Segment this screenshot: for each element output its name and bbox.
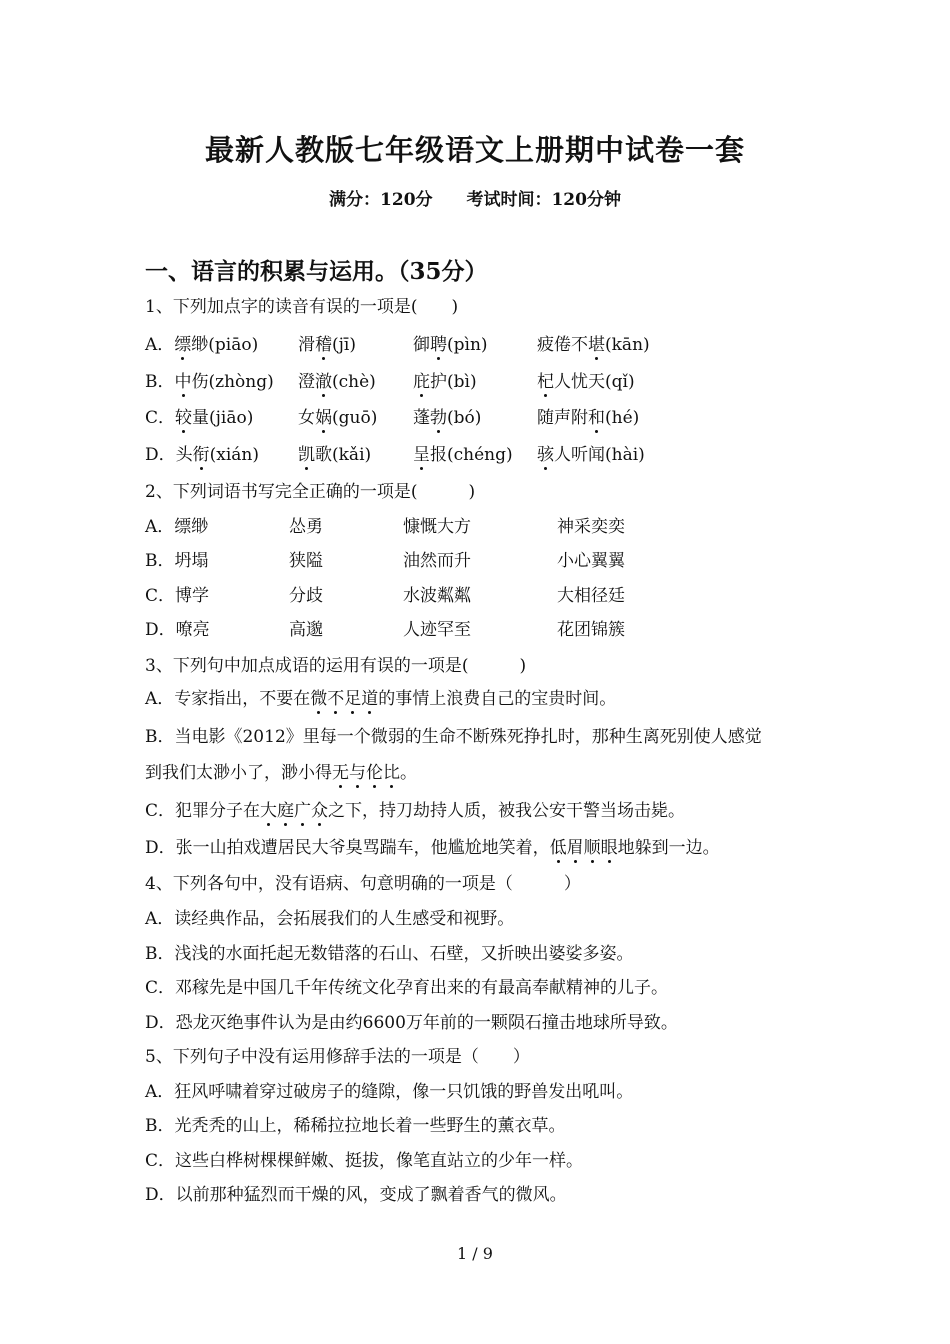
q2-word: 小心翼翼 bbox=[557, 551, 625, 571]
section-heading: 一、语言的积累与运用。（35分） bbox=[145, 258, 488, 285]
pinyin-text: (chè) bbox=[332, 372, 376, 392]
emphasis-dot-char: 中 bbox=[175, 367, 192, 392]
pinyin-text: 人忧天(qǐ) bbox=[554, 372, 635, 392]
pinyin-text: 护(bì) bbox=[430, 372, 477, 392]
question-4-option-a: A．读经典作品，会拓展我们的人生感受和视野。 bbox=[145, 909, 515, 929]
q1-option-item bbox=[145, 440, 259, 465]
dotted-text bbox=[315, 372, 332, 392]
q1-option-item bbox=[298, 440, 371, 465]
emphasis-dot-char: 稽 bbox=[315, 330, 332, 355]
emphasis-dot-char: 澈 bbox=[315, 367, 332, 392]
option-text: C．犯罪分子在 bbox=[145, 801, 261, 821]
dotted-text bbox=[260, 801, 328, 821]
option-text: 到我们太渺小了，渺小得 bbox=[145, 763, 332, 783]
emphasis-dot-char: 微 bbox=[310, 684, 327, 709]
question-1-stem: 1、下列加点字的读音有误的一项是( ) bbox=[145, 297, 459, 317]
pinyin-text: (bó) bbox=[447, 408, 482, 428]
option-letter: 随声附 bbox=[537, 408, 588, 428]
pinyin-text: (kān) bbox=[605, 335, 650, 355]
dotted-text bbox=[332, 763, 400, 783]
emphasis-dot-char: 和 bbox=[588, 403, 605, 428]
emphasis-dot-char: 无 bbox=[332, 758, 349, 783]
question-5-option-c: C．这些白桦树棵棵鲜嫩、挺拔，像笔直站立的少年一样。 bbox=[145, 1151, 584, 1171]
pinyin-text: 伤(zhòng) bbox=[191, 372, 274, 392]
q2-word: 神采奕奕 bbox=[557, 517, 625, 537]
dotted-idiom bbox=[332, 763, 400, 783]
question-3-option-d bbox=[145, 833, 720, 858]
option-letter: A． bbox=[145, 335, 175, 355]
emphasis-dot-char: 眼 bbox=[601, 833, 618, 858]
q1-option-item bbox=[145, 330, 258, 355]
option-letter: 女 bbox=[298, 408, 315, 428]
dotted-text bbox=[175, 408, 192, 428]
dotted-text bbox=[310, 689, 378, 709]
emphasis-dot-char: 不 bbox=[327, 684, 344, 709]
q2-word: 狭隘 bbox=[289, 551, 323, 571]
option-letter: 澄 bbox=[298, 372, 315, 392]
question-4-option-b: B．浅浅的水面托起无数错落的石山、石壁，又折映出婆娑多姿。 bbox=[145, 944, 634, 964]
q1-option-item bbox=[537, 367, 635, 392]
dotted-idiom bbox=[550, 838, 618, 858]
pinyin-text: (jī) bbox=[332, 335, 356, 355]
question-4-stem: 4、下列各句中，没有语病、句意明确的一项是（ ） bbox=[145, 874, 581, 894]
question-4-option-d: D．恐龙灭绝事件认为是由约6600万年前的一颗陨石撞击地球所导致。 bbox=[145, 1013, 678, 1033]
option-letter: 滑 bbox=[298, 335, 315, 355]
emphasis-dot-char: 眉 bbox=[567, 833, 584, 858]
option-letter: 疲倦不 bbox=[537, 335, 588, 355]
q2-word: 分歧 bbox=[289, 586, 323, 606]
dotted-text bbox=[298, 445, 315, 465]
emphasis-dot-char: 足 bbox=[344, 684, 361, 709]
pinyin-text: (guō) bbox=[332, 408, 378, 428]
emphasis-dot-char: 伦 bbox=[366, 758, 383, 783]
dotted-text bbox=[193, 445, 210, 465]
option-text: A．专家指出，不要在 bbox=[145, 689, 311, 709]
emphasis-dot-char: 娲 bbox=[315, 403, 332, 428]
exam-meta bbox=[0, 185, 950, 210]
option-text: 之下，持刀劫持人质，被我公安干警当场击毙。 bbox=[328, 801, 686, 821]
q1-option-item bbox=[537, 440, 645, 465]
q2-word: C．博学 bbox=[145, 586, 210, 606]
dotted-text bbox=[413, 372, 430, 392]
emphasis-dot-char: 缥 bbox=[174, 330, 191, 355]
q1-option-item bbox=[413, 403, 481, 428]
q1-option-item bbox=[413, 367, 477, 392]
emphasis-dot-char: 骇 bbox=[537, 440, 554, 465]
option-text: 的事情上浪费自己的宝贵时间。 bbox=[378, 689, 617, 709]
q1-option-item bbox=[298, 403, 377, 428]
emphasis-dot-char: 凯 bbox=[298, 440, 315, 465]
q1-option-item bbox=[298, 330, 356, 355]
question-3-stem: 3、下列句中加点成语的运用有误的一项是( ) bbox=[145, 656, 527, 676]
dotted-text bbox=[588, 408, 605, 428]
dotted-text bbox=[175, 372, 192, 392]
q1-option-item bbox=[537, 403, 639, 428]
q2-word: 大相径廷 bbox=[557, 586, 625, 606]
dotted-text bbox=[430, 408, 447, 428]
question-4-option-c: C．邓稼先是中国几千年传统文化孕育出来的有最高奉献精神的儿子。 bbox=[145, 978, 669, 998]
option-text: 地躲到一边。 bbox=[617, 838, 720, 858]
question-3-option-b-line2 bbox=[145, 758, 417, 783]
option-letter: 御 bbox=[413, 335, 430, 355]
option-text: 。 bbox=[400, 763, 417, 783]
page-title: 最新人教版七年级语文上册期中试卷一套 bbox=[204, 133, 745, 167]
pinyin-text: 人听闻(hài) bbox=[554, 445, 645, 465]
question-2-stem: 2、下列词语书写完全正确的一项是( ) bbox=[145, 482, 476, 502]
emphasis-dot-char: 大 bbox=[260, 796, 277, 821]
question-3-option-c bbox=[145, 796, 685, 821]
question-3-option-b-line1: B．当电影《2012》里每一个微弱的生命不断殊死挣扎时，那种生离死别使人感觉 bbox=[145, 727, 762, 747]
q2-word: 油然而升 bbox=[403, 551, 471, 571]
emphasis-dot-char: 众 bbox=[311, 796, 328, 821]
question-5-stem: 5、下列句子中没有运用修辞手法的一项是（ ） bbox=[145, 1047, 530, 1067]
pinyin-text: 量(jiāo) bbox=[192, 408, 254, 428]
q2-word: 怂勇 bbox=[289, 517, 323, 537]
emphasis-dot-char: 杞 bbox=[537, 367, 554, 392]
pinyin-text: (hé) bbox=[605, 408, 640, 428]
question-3-option-a bbox=[145, 684, 616, 709]
q2-word: 高邈 bbox=[289, 620, 323, 640]
q2-word: 人迹罕至 bbox=[403, 620, 471, 640]
exam-time: 考试时间：120分钟 bbox=[466, 190, 621, 210]
dotted-text bbox=[537, 445, 554, 465]
emphasis-dot-char: 较 bbox=[175, 403, 192, 428]
q2-word: 慷慨大方 bbox=[403, 517, 471, 537]
q1-option-item bbox=[413, 440, 513, 465]
dotted-text bbox=[413, 445, 430, 465]
q1-option-item bbox=[537, 330, 650, 355]
q1-option-item bbox=[413, 330, 488, 355]
emphasis-dot-char: 庭 bbox=[277, 796, 294, 821]
emphasis-dot-char: 聘 bbox=[430, 330, 447, 355]
emphasis-dot-char: 广 bbox=[294, 796, 311, 821]
q2-word: B．坍塌 bbox=[145, 551, 209, 571]
emphasis-dot-char: 比 bbox=[383, 758, 400, 783]
q2-word: D．嘹亮 bbox=[145, 620, 210, 640]
full-score: 满分：120分 bbox=[329, 190, 433, 210]
option-letter: 蓬 bbox=[413, 408, 430, 428]
option-letter: B． bbox=[145, 372, 175, 392]
option-letter: C． bbox=[145, 408, 176, 428]
dotted-text bbox=[550, 838, 618, 858]
dotted-text bbox=[537, 372, 554, 392]
dotted-idiom bbox=[260, 801, 328, 821]
q1-option-item bbox=[145, 403, 253, 428]
emphasis-dot-char: 呈 bbox=[413, 440, 430, 465]
dotted-text bbox=[315, 408, 332, 428]
option-text: D．张一山拍戏遭居民大爷臭骂踹车，他尴尬地笑着， bbox=[145, 838, 550, 858]
question-5-option-b: B．光秃秃的山上，稀稀拉拉地长着一些野生的薰衣草。 bbox=[145, 1116, 566, 1136]
option-letter: D．头 bbox=[145, 445, 193, 465]
emphasis-dot-char: 衔 bbox=[193, 440, 210, 465]
emphasis-dot-char: 道 bbox=[361, 684, 378, 709]
emphasis-dot-char: 低 bbox=[550, 833, 567, 858]
emphasis-dot-char: 与 bbox=[349, 758, 366, 783]
emphasis-dot-char: 顺 bbox=[584, 833, 601, 858]
pinyin-text: 报(chéng) bbox=[430, 445, 513, 465]
emphasis-dot-char: 庇 bbox=[413, 367, 430, 392]
emphasis-dot-char: 堪 bbox=[588, 330, 605, 355]
dotted-idiom bbox=[310, 689, 378, 709]
dotted-text bbox=[315, 335, 332, 355]
q2-word: 水波粼粼 bbox=[403, 586, 471, 606]
q1-option-item bbox=[298, 367, 376, 392]
pinyin-text: 缈(piāo) bbox=[191, 335, 259, 355]
q1-option-item bbox=[145, 367, 274, 392]
pinyin-text: 歌(kǎi) bbox=[315, 445, 372, 465]
dotted-text bbox=[588, 335, 605, 355]
pinyin-text: (pìn) bbox=[447, 335, 488, 355]
emphasis-dot-char: 勃 bbox=[430, 403, 447, 428]
question-5-option-d: D．以前那种猛烈而干燥的风，变成了飘着香气的微风。 bbox=[145, 1185, 567, 1205]
page-number: 1 / 9 bbox=[457, 1244, 493, 1263]
question-5-option-a: A．狂风呼啸着穿过破房子的缝隙，像一只饥饿的野兽发出吼叫。 bbox=[145, 1082, 634, 1102]
q2-word: 花团锦簇 bbox=[557, 620, 625, 640]
pinyin-text: (xián) bbox=[209, 445, 260, 465]
dotted-text bbox=[430, 335, 447, 355]
q2-word: A．缥缈 bbox=[145, 517, 209, 537]
dotted-text bbox=[174, 335, 191, 355]
